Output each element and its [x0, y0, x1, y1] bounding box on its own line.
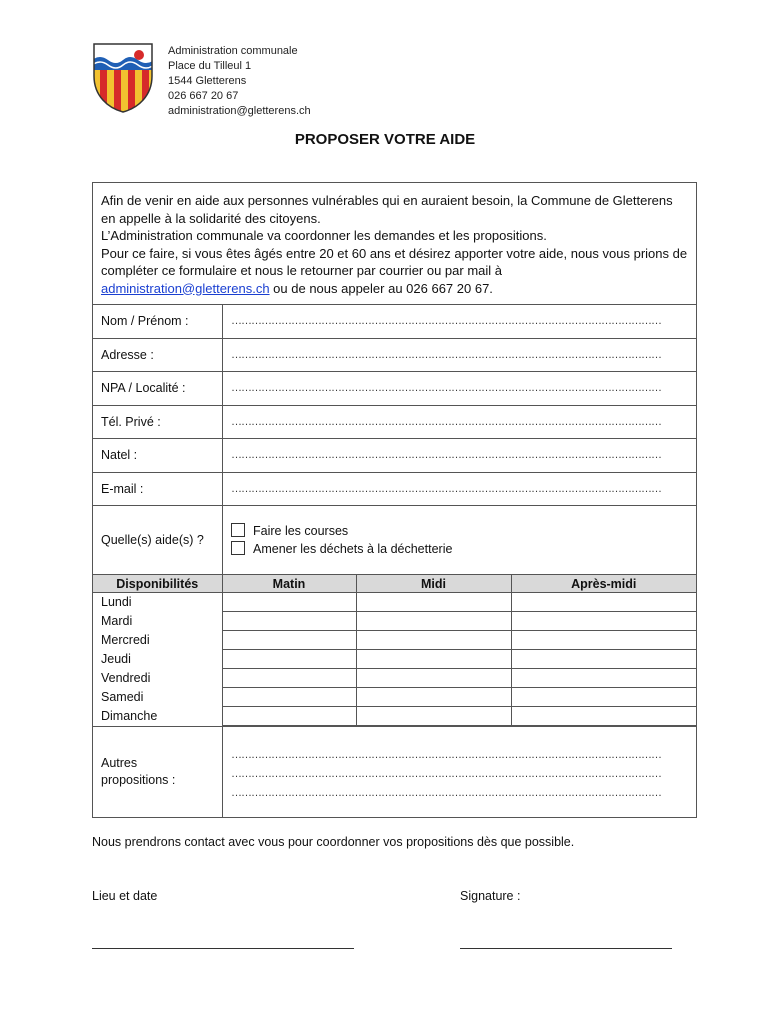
address-field[interactable]: …………………………………………………………………………………………………………………: [231, 348, 661, 361]
place-date-label: Lieu et date: [92, 889, 158, 903]
table-row: [93, 612, 696, 631]
intro-paragraph: ou de nous appeler au 026 667 20 67.: [269, 280, 493, 296]
name-field[interactable]: …………………………………………………………………………………………………………………: [231, 315, 661, 328]
slot-cell[interactable]: [222, 593, 356, 612]
field-row-phone: [93, 406, 696, 440]
day-label: Mardi: [93, 612, 222, 631]
slot-cell[interactable]: [511, 707, 696, 726]
aid-option-shopping[interactable]: [231, 522, 696, 540]
label-line: Autres: [101, 756, 138, 770]
field-row-mobile: [93, 439, 696, 473]
day-label: Mercredi: [93, 631, 222, 650]
aid-option-label: Amener les déchets à la déchetterie: [253, 542, 453, 556]
email-link[interactable]: administration@gletterens.ch: [101, 280, 270, 296]
field-row-address: [93, 339, 696, 373]
other-proposals-row: [93, 726, 696, 817]
sender-address: [168, 44, 311, 119]
slot-cell[interactable]: [222, 612, 356, 631]
intro-text: [93, 183, 696, 305]
slot-cell[interactable]: [511, 650, 696, 669]
commune-coat-of-arms-icon: [92, 42, 154, 114]
column-header: Disponibilités: [93, 575, 222, 593]
slot-cell[interactable]: [356, 593, 511, 612]
availability-table: [93, 575, 696, 726]
slot-cell[interactable]: [511, 593, 696, 612]
day-label: Vendredi: [93, 669, 222, 688]
slot-cell[interactable]: [356, 688, 511, 707]
availability-header-row: [93, 575, 696, 593]
locality-field[interactable]: …………………………………………………………………………………………………………………: [231, 382, 661, 395]
slot-cell[interactable]: [356, 631, 511, 650]
field-label: Adresse :: [93, 339, 223, 372]
slot-cell[interactable]: [222, 707, 356, 726]
other-proposals-field[interactable]: [223, 727, 696, 817]
aid-option-waste[interactable]: [231, 540, 696, 558]
table-row: [93, 669, 696, 688]
contact-note: Nous prendrons contact avec vous pour coordonner vos propositions dès que possible.: [92, 835, 575, 849]
slot-cell[interactable]: [222, 669, 356, 688]
email-field[interactable]: …………………………………………………………………………………………………………………: [231, 482, 661, 495]
field-row-email: [93, 473, 696, 507]
field-label: NPA / Localité :: [93, 372, 223, 405]
day-label: Dimanche: [93, 707, 222, 726]
slot-cell[interactable]: [222, 631, 356, 650]
slot-cell[interactable]: [511, 631, 696, 650]
intro-paragraph: L’Administration communale va coordonner les demandes et les propositions.: [101, 228, 547, 243]
form-table: [92, 182, 697, 818]
slot-cell[interactable]: [356, 612, 511, 631]
page-title: PROPOSER VOTRE AIDE: [294, 131, 476, 148]
column-header: Matin: [222, 575, 356, 593]
mobile-field[interactable]: …………………………………………………………………………………………………………………: [231, 449, 661, 462]
signature-label: Signature :: [460, 889, 521, 903]
field-label: E-mail :: [93, 473, 223, 506]
checkbox[interactable]: [231, 541, 245, 555]
dotted-line: …………………………………………………………………………………………………………………: [231, 787, 661, 799]
place-date-line[interactable]: [92, 948, 354, 949]
label-line: propositions :: [101, 773, 176, 787]
header-line: Place du Tilleul 1: [168, 60, 252, 72]
header-line: administration@gletterens.ch: [168, 105, 311, 117]
intro-paragraph: Pour ce faire, si vous êtes âgés entre 20 et 60 ans et désirez apporter votre aide, nous vous prions de compléter ce formulaire et nous le retourner par courrier ou par mail à: [101, 245, 688, 278]
aid-row: [93, 506, 696, 575]
phone-field[interactable]: …………………………………………………………………………………………………………………: [231, 415, 661, 428]
field-row-name: [93, 305, 696, 339]
slot-cell[interactable]: [511, 612, 696, 631]
column-header: Après-midi: [511, 575, 696, 593]
column-header: Midi: [356, 575, 511, 593]
dotted-line: …………………………………………………………………………………………………………………: [231, 749, 661, 761]
field-label: Nom / Prénom :: [93, 305, 223, 338]
aid-label: Quelle(s) aide(s) ?: [93, 506, 223, 574]
table-row: [93, 688, 696, 707]
signature-line[interactable]: [460, 948, 672, 949]
header-line: 1544 Gletterens: [168, 75, 247, 87]
slot-cell[interactable]: [356, 669, 511, 688]
day-label: Lundi: [93, 593, 222, 612]
field-row-locality: [93, 372, 696, 406]
table-row: [93, 707, 696, 726]
slot-cell[interactable]: [511, 669, 696, 688]
field-label: Tél. Privé :: [93, 406, 223, 439]
dotted-line: …………………………………………………………………………………………………………………: [231, 768, 661, 780]
day-label: Samedi: [93, 688, 222, 707]
aid-options: [223, 506, 696, 574]
day-label: Jeudi: [93, 650, 222, 669]
table-row: [93, 593, 696, 612]
header-line: 026 667 20 67: [168, 90, 239, 102]
slot-cell[interactable]: [356, 650, 511, 669]
table-row: [93, 631, 696, 650]
other-proposals-label: [93, 727, 223, 817]
aid-option-label: Faire les courses: [253, 524, 349, 538]
field-label: Natel :: [93, 439, 223, 472]
slot-cell[interactable]: [222, 688, 356, 707]
slot-cell[interactable]: [511, 688, 696, 707]
header-line: Administration communale: [168, 45, 298, 57]
table-row: [93, 650, 696, 669]
slot-cell[interactable]: [356, 707, 511, 726]
checkbox[interactable]: [231, 523, 245, 537]
slot-cell[interactable]: [222, 650, 356, 669]
intro-paragraph: Afin de venir en aide aux personnes vulnérables qui en auraient besoin, la Commune de Gletterens en appelle à la solidarité des citoyens.: [101, 193, 673, 226]
